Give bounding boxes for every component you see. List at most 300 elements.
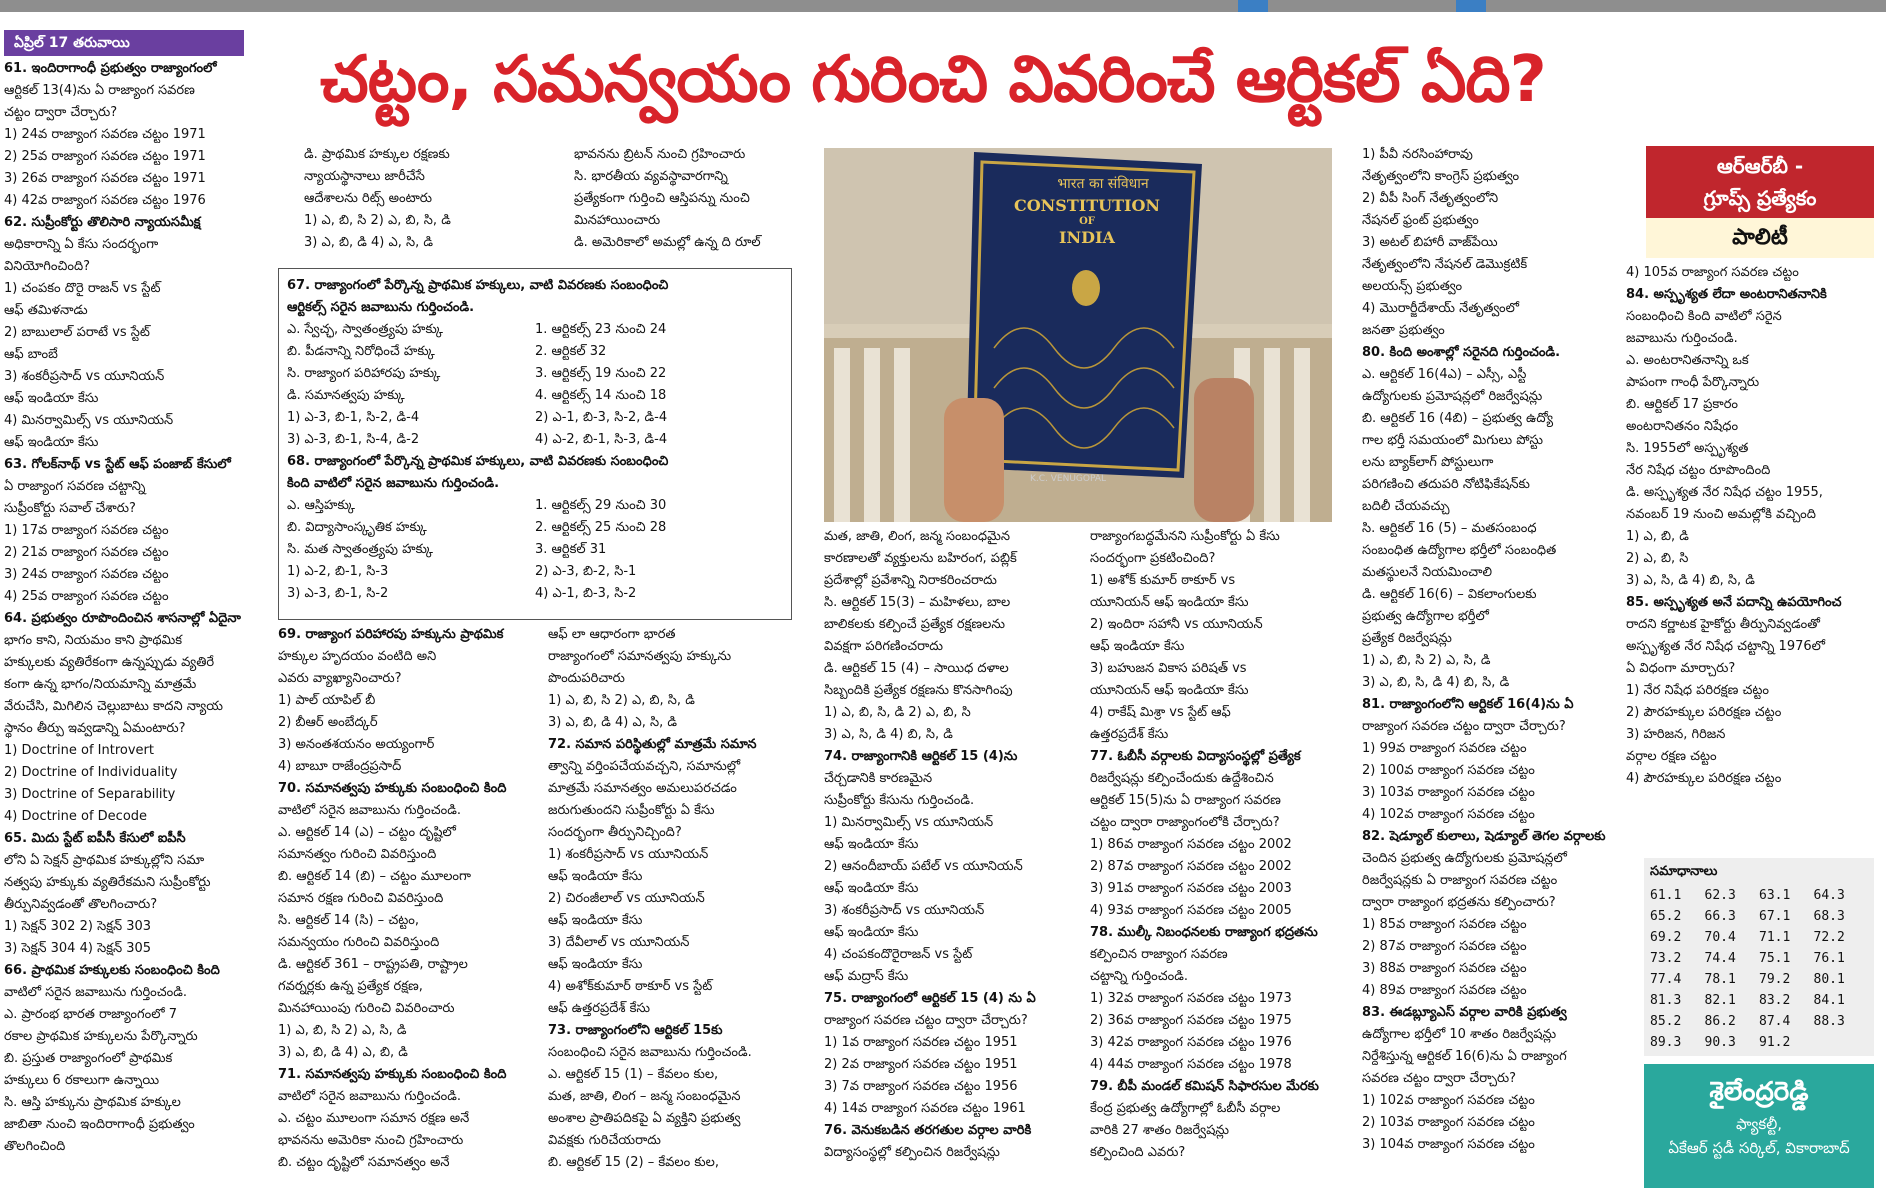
column-2 xyxy=(278,624,544,1188)
question-68-cont: కింది వాటిలో సరైన జవాబును గుర్తించండి. xyxy=(287,476,500,491)
answer-item: 91.2 xyxy=(1759,1035,1791,1050)
answer-item: 80.1 xyxy=(1813,972,1845,987)
text-line: అంశాల ప్రాతిపదికపై ఏ వ్యక్తిని ప్రభుత్వ xyxy=(548,1111,741,1126)
series-banner-line1: ఆర్ఆర్‌బీ - xyxy=(1716,154,1804,178)
answer-item: 64.3 xyxy=(1813,888,1845,903)
text-line: నత్వపు హక్కుకు వ్యతిరేకమని సుప్రీంకోర్టు xyxy=(4,875,211,890)
answer-item: 82.1 xyxy=(1704,993,1736,1008)
text-line: 1) సెక్షన్ 302 2) సెక్షన్ 303 xyxy=(4,919,152,934)
text-line: జవాబును గుర్తించండి. xyxy=(1626,331,1738,346)
text-line: 1) ఎ, బి, సి 2) ఎ, బి, సి, డి xyxy=(548,693,695,708)
text-line: డి. ప్రాథమిక హక్కుల రక్షణకు xyxy=(304,147,450,162)
text-line: ఉత్తరప్రదేశ్ కేసు xyxy=(1090,727,1169,742)
text-line: బదిలీ చేయవచ్చు xyxy=(1362,499,1450,514)
text-line: డి. అస్పృశ్యత నేర నిషేధ చట్టం 1955, xyxy=(1626,485,1823,500)
answer-item: 61.1 xyxy=(1650,888,1682,903)
book-hindi-title: भारत का संविधान xyxy=(1057,176,1149,192)
subject-label: పాలిటీ xyxy=(1646,218,1874,258)
answer-item: 67.1 xyxy=(1759,909,1791,924)
text-line: 3) 24వ రాజ్యాంగ సవరణ చట్టం xyxy=(4,567,169,582)
answer-item: 90.3 xyxy=(1704,1035,1736,1050)
text-line: 4) 105వ రాజ్యాంగ సవరణ చట్టం xyxy=(1626,265,1799,280)
text-line: ఏ రాజ్యాంగ సవరణ చట్టాన్ని xyxy=(4,479,146,494)
text-line: ఆఫ్ ఇండియా కేసు xyxy=(548,913,643,928)
column-2-top xyxy=(304,144,570,260)
text-line: 4) 42వ రాజ్యాంగ సవరణ చట్టం 1976 xyxy=(4,193,206,208)
question-text: 64. ప్రభుత్వం రూపొందించిన శాసనాల్లో ఏదైనా xyxy=(4,611,241,626)
question-text: 79. బీపీ మండల్ కమిషన్ సిఫారసుల మేరకు xyxy=(1090,1079,1319,1094)
answer-item: 79.2 xyxy=(1759,972,1791,987)
answer-item: 69.2 xyxy=(1650,930,1682,945)
text-line: 2) వీపీ సింగ్ నేతృత్వంలోని xyxy=(1362,191,1499,206)
text-line: హక్కుల హృదయం వంటిది అని xyxy=(278,649,437,664)
text-line: డి. అమెరికాలో అమల్లో ఉన్న ది రూల్ xyxy=(574,235,761,250)
text-line: 3) ఎ, బి, డి 4) ఎ, సి, డి xyxy=(304,235,434,250)
answer-item: 74.4 xyxy=(1704,951,1736,966)
author-role: ఫ్యాకల్టీ, xyxy=(1736,1115,1782,1133)
text-line: ద్వారా రాజ్యాంగ భద్రతను కల్పించారు? xyxy=(1362,895,1556,910)
text-line: హక్కులకు వ్యతిరేకంగా ఉన్నప్పుడు వ్యతిరే xyxy=(4,655,215,670)
text-line: యూనియన్ ఆఫ్ ఇండియా కేసు xyxy=(1090,595,1249,610)
text-line: ఎ. ప్రారంభ భారత రాజ్యాంగంలో 7 xyxy=(4,1007,177,1022)
text-line: 3) సెక్షన్ 304 4) సెక్షన్ 305 xyxy=(4,941,152,956)
text-line: లను బ్యాక్‌లాగ్ పోస్టులుగా xyxy=(1362,455,1494,470)
question-text: 73. రాజ్యాంగంలోని ఆర్టికల్ 15కు xyxy=(548,1023,723,1038)
text-line: నేర నిషేధ చట్టం రూపొందింది xyxy=(1626,463,1771,478)
answer-item: 83.2 xyxy=(1759,993,1791,1008)
text-line: ఆదేశాలను రిట్స్ అంటారు xyxy=(304,191,432,206)
match-right: 3. ఆర్టికల్ 31 xyxy=(535,542,607,557)
text-line: 3) ఎ, సి, డి 4) బి, సి, డి xyxy=(1626,573,1755,588)
text-line: ప్రత్యేక రిజర్వేషన్లు xyxy=(1362,631,1452,646)
text-line: 2) బీఆర్ అంబేద్కర్ xyxy=(278,715,378,730)
match-left: బి. పీడనాన్ని నిరోధించే హక్కు xyxy=(287,344,435,359)
column-5 xyxy=(1090,526,1358,1188)
question-text: 71. సమానత్వపు హక్కుకు సంబంధించి కింది xyxy=(278,1067,507,1082)
match-row xyxy=(287,561,783,583)
text-line: వివక్షగా పరిగణించరాదు xyxy=(824,639,943,654)
text-line: మత, జాతి, లింగ, జన్మ సంబంధమైన xyxy=(824,529,1010,544)
text-line: సందర్భంగా తీర్పునిచ్చింది? xyxy=(548,825,682,840)
text-line: 4) బాబూ రాజేంద్రప్రసాద్ xyxy=(278,759,402,774)
question-text: 69. రాజ్యాంగ పరిహారపు హక్కును ప్రాథమిక xyxy=(278,627,504,642)
match-row xyxy=(287,319,783,341)
answer-item: 72.2 xyxy=(1813,930,1845,945)
text-line: ఆఫ్ తమిళనాడు xyxy=(4,303,88,318)
text-line: కేంద్ర ప్రభుత్వ ఉద్యోగాల్లో ఓబీసీ వర్గాల xyxy=(1090,1101,1281,1116)
text-line: ఎ. ఆర్టికల్ 14 (ఎ) – చట్టం దృష్టిలో xyxy=(278,825,456,840)
question-67-cont: ఆర్టికల్స్ సరైన జవాబును గుర్తించండి. xyxy=(287,300,475,315)
text-line: భాగం కాని, నియమం కాని ప్రాథమిక xyxy=(4,633,183,648)
text-line: 4) పౌరహక్కుల పరిరక్షణ చట్టం xyxy=(1626,771,1782,786)
match-left: 3) ఎ-3, బి-1, సి-2 xyxy=(287,586,389,601)
match-row xyxy=(287,495,783,517)
text-line: నేతృత్వంలోని కాంగ్రెస్ ప్రభుత్వం xyxy=(1362,169,1520,184)
text-line: మినహాయించారు xyxy=(574,213,661,228)
text-line: 2) 100వ రాజ్యాంగ సవరణ చట్టం xyxy=(1362,763,1535,778)
text-line: 3) 42వ రాజ్యాంగ సవరణ చట్టం 1976 xyxy=(1090,1035,1292,1050)
text-line: సి. ఆర్టికల్ 14 (సి) – చట్టం, xyxy=(278,913,419,928)
text-line: మతస్థులనే నియమించాలి xyxy=(1362,565,1493,580)
text-line: 3) 104వ రాజ్యాంగ సవరణ చట్టం xyxy=(1362,1137,1535,1152)
author-org: ఏకేఆర్ స్టడీ సర్కిల్, వికారాబాద్ xyxy=(1668,1139,1850,1157)
text-line: 2) 21వ రాజ్యాంగ సవరణ చట్టం xyxy=(4,545,169,560)
match-right: 4. ఆర్టికల్స్ 14 నుంచి 18 xyxy=(535,388,667,403)
text-line: 3) అటల్ బిహారీ వాజ్‌పేయి xyxy=(1362,235,1498,250)
text-line: బి. ఆర్టికల్ 15 (2) – కేవలం కుల, xyxy=(548,1155,719,1170)
text-line: 1) ఎ, బి, సి 2) ఎ, సి, డి xyxy=(278,1023,407,1038)
match-row xyxy=(287,583,783,605)
text-line: ఆఫ్ ఇండియా కేసు xyxy=(1090,639,1185,654)
text-line: డి. ఆర్టికల్ 16(6) – వికలాంగులకు xyxy=(1362,587,1537,602)
text-line: చెందిన ప్రభుత్వ ఉద్యోగులకు ప్రమోషన్లలో xyxy=(1362,851,1567,866)
text-line: ఎ. అంటరానితనాన్ని ఒక xyxy=(1626,353,1749,368)
question-68: 68. రాజ్యాంగంలో పేర్కొన్న ప్రాథమిక హక్కులు, వాటి వివరణకు సంబంధించి xyxy=(287,454,669,469)
text-line: 4) రాకేష్ మిశ్రా vs స్టేట్ ఆఫ్ xyxy=(1090,705,1231,720)
text-line: బి. ఆర్టికల్ 17 ప్రకారం xyxy=(1626,397,1738,412)
text-line: సమాన రక్షణ గురించి వివరిస్తుంది xyxy=(278,891,444,906)
series-banner xyxy=(1646,146,1874,218)
text-line: 4) అశోక్‌కుమార్ ఠాకూర్ vs స్టేట్ xyxy=(548,979,713,994)
text-line: సి. ఆస్తి హక్కును ప్రాథమిక హక్కుల xyxy=(4,1095,181,1110)
text-line: 2) పౌరహక్కుల పరిరక్షణ చట్టం xyxy=(1626,705,1782,720)
answer-item: 73.2 xyxy=(1650,951,1682,966)
answer-item: 63.1 xyxy=(1759,888,1791,903)
match-right: 4) ఎ-2, బి-1, సి-3, డి-4 xyxy=(535,432,668,447)
text-line: 2) 103వ రాజ్యాంగ సవరణ చట్టం xyxy=(1362,1115,1535,1130)
text-line: 1) ఎ, బి, సి 2) ఎ, బి, సి, డి xyxy=(304,213,451,228)
text-line: వాటిలో సరైన జవాబును గుర్తించండి. xyxy=(278,803,461,818)
text-line: ప్రదేశాల్లో ప్రవేశాన్ని నిరాకరించరాదు xyxy=(824,573,997,588)
text-line: సి. 1955లో అస్పృశ్యత xyxy=(1626,441,1749,456)
text-line: 4) 93వ రాజ్యాంగ సవరణ చట్టం 2005 xyxy=(1090,903,1292,918)
text-line: బి. ఆర్టికల్ 14 (బి) – చట్టం మూలంగా xyxy=(278,869,471,884)
question-text: 82. షెడ్యూల్ కులాలు, షెడ్యూల్ తెగల వర్గాలకు xyxy=(1362,829,1606,844)
text-line: ఆర్టికల్ 15(5)ను ఏ రాజ్యాంగ సవరణ xyxy=(1090,793,1281,808)
text-line: వారికి 27 శాతం రిజర్వేషన్లు xyxy=(1090,1123,1229,1138)
question-text: 65. మిదు స్టేట్ ఐపీసీ కేసులో ఐపీసీ xyxy=(4,831,186,846)
text-line: 4) మొరార్జీదేశాయ్ నేతృత్వంలో xyxy=(1362,301,1519,316)
text-line: 2) ఎ, బి, సి xyxy=(1626,551,1689,566)
text-line: పరిగణించి తదుపరి నోటిఫికేషన్‌కు xyxy=(1362,477,1530,492)
question-text: 85. అస్పృశ్యత అనే పదాన్ని ఉపయోగించ xyxy=(1626,595,1842,610)
question-text: 63. గోలక్‌నాథ్ vs స్టేట్ ఆఫ్ పంజాబ్ కేసులో xyxy=(4,457,231,472)
match-left: డి. సమానత్వపు హక్కు xyxy=(287,388,405,403)
text-line: 3) Doctrine of Separability xyxy=(4,787,176,802)
top-rule-bar xyxy=(0,0,1886,12)
text-line: చట్టం ద్వారా రాజ్యాంగంలోకి చేర్చారు? xyxy=(1090,815,1280,830)
match-left: సి. మత స్వాతంత్ర్యపు హక్కు xyxy=(287,542,433,557)
answer-item: 77.4 xyxy=(1650,972,1682,987)
question-text: 66. ప్రాథమిక హక్కులకు సంబంధించి కింది xyxy=(4,963,220,978)
text-line: కారణాలతో వ్యక్తులను బహిరంగ, పబ్లిక్ xyxy=(824,551,1017,566)
text-line: వాటిలో సరైన జవాబును గుర్తించండి. xyxy=(278,1089,461,1104)
text-line: 2) 87వ రాజ్యాంగ సవరణ చట్టం xyxy=(1362,939,1527,954)
top-rule-accent xyxy=(1456,0,1486,12)
text-line: 1) 102వ రాజ్యాంగ సవరణ చట్టం xyxy=(1362,1093,1535,1108)
text-line: వర్గాల రక్షణ చట్టం xyxy=(1626,749,1717,764)
answers-title: సమాధానాలు xyxy=(1650,864,1718,879)
text-line: ఉద్యోగాల భర్తీలో 10 శాతం రిజర్వేషన్లు xyxy=(1362,1027,1557,1042)
text-line: 3) శంకరీప్రసాద్ vs యూనియన్ xyxy=(4,369,165,384)
text-line: మాత్రమే సమానత్వం అమలుపరచడం xyxy=(548,781,737,796)
text-line: 1) నేర నిషేధ పరిరక్షణ చట్టం xyxy=(1626,683,1769,698)
text-line: 3) 7వ రాజ్యాంగ సవరణ చట్టం 1956 xyxy=(824,1079,1018,1094)
text-line: 3) 88వ రాజ్యాంగ సవరణ చట్టం xyxy=(1362,961,1527,976)
column-3 xyxy=(548,624,818,1188)
text-line: జాబితా నుంచి ఇందిరాగాంధీ ప్రభుత్వం xyxy=(4,1117,195,1132)
text-line: 3) బహుజన వికాస పరిషత్ vs xyxy=(1090,661,1247,676)
text-line: 4) 89వ రాజ్యాంగ సవరణ చట్టం xyxy=(1362,983,1527,998)
text-line: సి. భారతీయ వ్యవస్థావారగాన్ని xyxy=(574,169,728,184)
text-line: యూనియన్ ఆఫ్ ఇండియా కేసు xyxy=(1090,683,1249,698)
text-line: ఆఫ్ మద్రాస్ కేసు xyxy=(824,969,909,984)
text-line: ఎవరు వ్యాఖ్యానించారు? xyxy=(278,671,402,686)
question-text: 75. రాజ్యాంగంలో ఆర్టికల్ 15 (4) ను ఏ xyxy=(824,991,1036,1006)
text-line: సి. ఆర్టికల్ 16 (5) – మతసంబంధ xyxy=(1362,521,1537,536)
question-text: 74. రాజ్యాంగానికి ఆర్టికల్ 15 (4)ను xyxy=(824,749,1018,764)
text-line: 3) శంకరీప్రసాద్ vs యూనియన్ xyxy=(824,903,985,918)
answers-box xyxy=(1644,858,1874,1056)
text-line: తొలగించింది xyxy=(4,1139,66,1154)
question-text: 72. సమాన పరిస్థితుల్లో మాత్రమే సమాన xyxy=(548,737,757,752)
answer-item: 87.4 xyxy=(1759,1014,1791,1029)
text-line: గవర్నర్లకు ఉన్న ప్రత్యేక రక్షణ, xyxy=(278,979,423,994)
text-line: 1) అశోక్‌ కుమార్ ఠాకూర్ vs xyxy=(1090,573,1236,588)
text-line: ఆఫ్ ఇండియా కేసు xyxy=(4,435,99,450)
text-line: ఆఫ్ ఉత్తరప్రదేశ్ కేసు xyxy=(548,1001,651,1016)
text-line: 3) ఎ, బి, డి 4) ఎ, బి, డి xyxy=(278,1045,408,1060)
text-line: 2) ఇందిరా సహానీ vs యూనియన్ xyxy=(1090,617,1263,632)
answer-item: 75.1 xyxy=(1759,951,1791,966)
text-line: 1) 99వ రాజ్యాంగ సవరణ చట్టం xyxy=(1362,741,1527,756)
match-row xyxy=(287,363,783,385)
text-line: సుప్రీంకోర్టు సవాల్ చేశారు? xyxy=(4,501,136,516)
text-line: సుప్రీంకోర్టు కేసును గుర్తించండి. xyxy=(824,793,975,808)
book-title-line1: CONSTITUTION xyxy=(1013,196,1161,215)
top-rule-accent xyxy=(1238,0,1268,12)
text-line: బి. ప్రస్తుత రాజ్యాంగంలో ప్రాథమిక xyxy=(4,1051,173,1066)
series-banner-line2: గ్రూప్స్ ప్రత్యేకం xyxy=(1703,186,1817,210)
text-line: అస్పృశ్యత నేర నిషేధ చట్టాన్ని 1976లో xyxy=(1626,639,1826,654)
answer-item: 70.4 xyxy=(1704,930,1736,945)
text-line: నేతృత్వంలోని నేషనల్ డెమొక్రటిక్ xyxy=(1362,257,1528,272)
text-line: డి. ఆర్టికల్ 15 (4) – సాయిధ దళాల xyxy=(824,661,1009,676)
answer-item: 62.3 xyxy=(1704,888,1736,903)
text-line: ఆర్టికల్ 13(4)ను ఏ రాజ్యాంగ సవరణ xyxy=(4,83,195,98)
text-line: సి. ఆర్టికల్ 15(3) – మహిళలు, బాల xyxy=(824,595,1011,610)
text-line: డి. ఆర్టికల్ 361 – రాష్ట్రపతి, రాష్ట్రాల xyxy=(278,957,468,972)
text-line: నేషనల్ ఫ్రంట్ ప్రభుత్వం xyxy=(1362,213,1479,228)
text-line: 1) 86వ రాజ్యాంగ సవరణ చట్టం 2002 xyxy=(1090,837,1292,852)
text-line: 1) 24వ రాజ్యాంగ సవరణ చట్టం 1971 xyxy=(4,127,206,142)
match-right: 2. ఆర్టికల్స్ 25 నుంచి 28 xyxy=(535,520,667,535)
text-line: కల్పించిన రాజ్యాంగ సవరణ xyxy=(1090,947,1228,962)
match-left: 3) ఎ-3, బి-1, సి-4, డి-2 xyxy=(287,432,420,447)
answer-item: 85.2 xyxy=(1650,1014,1682,1029)
continuation-tag: ఏప్రిల్ 17 తరువాయి xyxy=(4,30,244,56)
question-text: 62. సుప్రీంకోర్టు తొలిసారి న్యాయసమీక్ష xyxy=(4,215,201,230)
text-line: రాజ్యాంగ సవరణ చట్టం ద్వారా చేర్చారు? xyxy=(824,1013,1028,1028)
text-line: న్యాయస్థానాలు జారీచేసే xyxy=(304,169,425,184)
text-line: కల్పించింది ఎవరు? xyxy=(1090,1145,1186,1160)
constitution-photo xyxy=(824,148,1332,522)
answer-item: 66.3 xyxy=(1704,909,1736,924)
text-line: 1) ఎ, బి, సి, డి 2) ఎ, బి, సి xyxy=(824,705,971,720)
text-line: సవరణ చట్టం ద్వారా చేర్చారు? xyxy=(1362,1071,1517,1086)
text-line: నవంబర్ 19 నుంచి అమల్లోకి వచ్చింది xyxy=(1626,507,1816,522)
book-signature: K.C. VENUGOPAL xyxy=(1030,474,1107,484)
question-text: 76. వెనుకబడిన తరగతుల వర్గాల వారికి xyxy=(824,1123,1032,1138)
text-line: 4) 25వ రాజ్యాంగ సవరణ చట్టం xyxy=(4,589,169,604)
text-line: రాజ్యాంగంలో సమానత్వపు హక్కును xyxy=(548,649,732,664)
match-right: 2) ఎ-1, బి-3, సి-2, డి-4 xyxy=(535,410,668,425)
text-line: ఆఫ్ లా ఆధారంగా భారత xyxy=(548,627,676,642)
text-line: బాలికలకు కల్పించే ప్రత్యేక రక్షణలను xyxy=(824,617,1006,632)
text-line: భావనను అమెరికా నుంచి గ్రహించారు xyxy=(278,1133,464,1148)
text-line: ఎ. చట్టం మూలంగా సమాన రక్షణ అనే xyxy=(278,1111,470,1126)
column-6 xyxy=(1362,144,1638,1188)
text-line: ప్రభుత్వ ఉద్యోగాల భర్తీలో xyxy=(1362,609,1489,624)
text-line: 3) ఎ, సి, డి 4) బి, సి, డి xyxy=(824,727,953,742)
text-line: త్వాన్ని వర్తింపచేయవచ్చని, సమానుల్లో xyxy=(548,759,741,774)
text-line: 2) 2వ రాజ్యాంగ సవరణ చట్టం 1951 xyxy=(824,1057,1018,1072)
text-line: 2) Doctrine of Individuality xyxy=(4,765,178,780)
match-row xyxy=(287,407,783,429)
text-line: సిబ్బందికి ప్రత్యేక రక్షణను కొనసాగింపు xyxy=(824,683,1013,698)
text-line: తీర్పునివ్వడంతో తొలగించారు? xyxy=(4,897,158,912)
text-line: ఏ విధంగా మార్చారు? xyxy=(1626,661,1736,676)
text-line: ఆఫ్ ఇండియా కేసు xyxy=(824,881,919,896)
text-line: 4) 44వ రాజ్యాంగ సవరణ చట్టం 1978 xyxy=(1090,1057,1292,1072)
column-4 xyxy=(824,526,1092,1188)
text-line: హక్కులు 6 రకాలుగా ఉన్నాయి xyxy=(4,1073,160,1088)
text-line: 2) బాబులాల్ పరాటే vs స్టేట్ xyxy=(4,325,150,340)
text-line: అలయన్స్ ప్రభుత్వం xyxy=(1362,279,1463,294)
answer-item: 88.3 xyxy=(1813,1014,1845,1029)
question-text: 80. కింది అంశాల్లో సరైనది గుర్తించండి. xyxy=(1362,345,1561,360)
text-line: 4) 14వ రాజ్యాంగ సవరణ చట్టం 1961 xyxy=(824,1101,1026,1116)
text-line: 2) ఆనందీబాయ్ పటేల్ vs యూనియన్ xyxy=(824,859,1023,874)
question-67: 67. రాజ్యాంగంలో పేర్కొన్న ప్రాథమిక హక్కులు, వాటి వివరణకు సంబంధించి xyxy=(287,278,669,293)
answer-item: 84.1 xyxy=(1813,993,1845,1008)
text-line: 4) చంపకందొరైరాజన్ vs స్టేట్ xyxy=(824,947,973,962)
answers-grid xyxy=(1650,888,1868,1050)
text-line: 2) 87వ రాజ్యాంగ సవరణ చట్టం 2002 xyxy=(1090,859,1292,874)
answer-item: 68.3 xyxy=(1813,909,1845,924)
text-line: సమన్వయం గురించి వివరిస్తుంది xyxy=(278,935,440,950)
text-line: బి. ఆర్టికల్ 16 (4బి) – ప్రభుత్వ ఉద్యో xyxy=(1362,411,1554,426)
text-line: స్థానం తీర్పు ఇవ్వడాన్ని ఏమంటారు? xyxy=(4,721,186,736)
text-line: వాటిలో సరైన జవాబును గుర్తించండి. xyxy=(4,985,187,1000)
page-headline: చట్టం, సమన్వయం గురించి వివరించే ఆర్టికల్ ఏది? xyxy=(320,43,1546,117)
text-line: 3) 103వ రాజ్యాంగ సవరణ చట్టం xyxy=(1362,785,1535,800)
answer-item: 78.1 xyxy=(1704,972,1736,987)
text-line: విద్యాసంస్థల్లో కల్పించిన రిజర్వేషన్లు xyxy=(824,1145,1000,1160)
text-line: 1) Doctrine of Introvert xyxy=(4,743,154,758)
match-right: 1. ఆర్టికల్స్ 29 నుంచి 30 xyxy=(535,498,667,513)
question-text: 81. రాజ్యాంగంలోని ఆర్టికల్ 16(4)ను ఏ xyxy=(1362,697,1574,712)
text-line: జరుగుతుందని సుప్రీంకోర్టు ఏ కేసు xyxy=(548,803,715,818)
text-line: అంటరానితనం నిషేధం xyxy=(1626,419,1739,434)
text-line: 4) 102వ రాజ్యాంగ సవరణ చట్టం xyxy=(1362,807,1535,822)
text-line: ఆఫ్ ఇండియా కేసు xyxy=(4,391,99,406)
answer-item: 76.1 xyxy=(1813,951,1845,966)
answer-item: 86.2 xyxy=(1704,1014,1736,1029)
question-text: 78. ముల్కీ నిబంధనలకు రాజ్యాంగ భద్రతను xyxy=(1090,925,1318,940)
author-box xyxy=(1644,1064,1874,1188)
text-line: ఆఫ్ ఇండియా కేసు xyxy=(824,925,919,940)
text-line: 1) మినర్వామిల్స్ vs యూనియన్ xyxy=(824,815,994,830)
text-line: రాజ్యాంగ సవరణ చట్టం ద్వారా చేర్చారు? xyxy=(1362,719,1566,734)
match-right: 3. ఆర్టికల్స్ 19 నుంచి 22 xyxy=(535,366,667,381)
answer-item: 89.3 xyxy=(1650,1035,1682,1050)
match-row xyxy=(287,385,783,407)
text-line: అధికారాన్ని ఏ కేసు సందర్భంగా xyxy=(4,237,159,252)
text-line: రిజర్వేషన్లకు ఏ రాజ్యాంగ సవరణ చట్టం xyxy=(1362,873,1558,888)
text-line: రాజ్యాంగబద్ధమేనని సుప్రీంకోర్టు ఏ కేసు xyxy=(1090,529,1280,544)
answer-item: 81.3 xyxy=(1650,993,1682,1008)
book-title-line3: INDIA xyxy=(1059,228,1115,247)
column-1 xyxy=(4,58,266,1188)
text-line: 1) ఎ, బి, డి xyxy=(1626,529,1689,544)
text-line: చట్టాన్ని గుర్తించండి. xyxy=(1090,969,1188,984)
text-line: 1) 17వ రాజ్యాంగ సవరణ చట్టం xyxy=(4,523,169,538)
match-right: 2) ఎ-3, బి-2, సి-1 xyxy=(535,564,637,579)
text-line: కంగా ఉన్న భాగం/నియమాన్ని మాత్రమే xyxy=(4,677,197,692)
text-line: 3) 26వ రాజ్యాంగ సవరణ చట్టం 1971 xyxy=(4,171,206,186)
match-left: సి. రాజ్యాంగ పరిహారపు హక్కు xyxy=(287,366,441,381)
text-line: చేర్చడానికి కారణమైన xyxy=(824,771,933,786)
text-line: రిజర్వేషన్లు కల్పించేందుకు ఉద్దేశించిన xyxy=(1090,771,1274,786)
text-line: చట్టం ద్వారా చేర్చారు? xyxy=(4,105,118,120)
match-row xyxy=(287,341,783,363)
text-line: 2) 36వ రాజ్యాంగ సవరణ చట్టం 1975 xyxy=(1090,1013,1292,1028)
text-line: వేరుచేసి, మిగిలిన చెల్లుబాటు కాదని న్యాయ xyxy=(4,699,223,714)
answer-item: 65.2 xyxy=(1650,909,1682,924)
column-7 xyxy=(1626,262,1880,854)
text-line: ప్రత్యేకంగా గుర్తించి ఆస్తిపన్ను నుంచి xyxy=(574,191,750,206)
answer-item: 71.1 xyxy=(1759,930,1791,945)
text-line: 3) ఎ, బి, సి, డి 4) బి, సి, డి xyxy=(1362,675,1510,690)
match-right: 2. ఆర్టికల్ 32 xyxy=(535,344,607,359)
match-left: బి. విద్యాసాంస్కృతిక హక్కు xyxy=(287,520,427,535)
text-line: 4) మినర్వామిల్స్ vs యూనియన్ xyxy=(4,413,174,428)
question-text: 70. సమానత్వపు హక్కుకు సంబంధించి కింది xyxy=(278,781,507,796)
text-line: 2) 25వ రాజ్యాంగ సవరణ చట్టం 1971 xyxy=(4,149,206,164)
match-row xyxy=(287,517,783,539)
text-line: లోని ఏ సెక్షన్ ప్రాథమిక హక్కుల్లోని సమా xyxy=(4,853,205,868)
text-line: సంబంధిత ఉద్యోగాల భర్తీలో సంబంధిత xyxy=(1362,543,1557,558)
text-line: 1) 1వ రాజ్యాంగ సవరణ చట్టం 1951 xyxy=(824,1035,1018,1050)
text-line: 1) శంకరీప్రసాద్ vs యూనియన్ xyxy=(548,847,709,862)
text-line: 1) ఎ, బి, సి 2) ఎ, సి, డి xyxy=(1362,653,1491,668)
text-line: రాదని కర్ణాటక హైకోర్టు తీర్పునివ్వడంతో xyxy=(1626,617,1820,632)
text-line: పొందుపరిచారు xyxy=(548,671,625,686)
text-line: సందర్భంగా ప్రకటించింది? xyxy=(1090,551,1216,566)
text-line: వినియోగించింది? xyxy=(4,259,91,274)
author-name: శైలేంద్రరెడ్డి xyxy=(1709,1077,1809,1107)
book-title-line2: OF xyxy=(1079,216,1095,227)
match-row xyxy=(287,539,783,561)
text-line: రకాల ప్రాథమిక హక్కులను పేర్కొన్నారు xyxy=(4,1029,198,1044)
text-line: 1) 85వ రాజ్యాంగ సవరణ చట్టం xyxy=(1362,917,1527,932)
text-line: 1) పీవీ నరసింహారావు xyxy=(1362,147,1473,162)
text-line: గాల భర్తీ సమయంలో మిగులు పోస్టు xyxy=(1362,433,1544,448)
text-line: ఆఫ్ ఇండియా కేసు xyxy=(548,869,643,884)
text-line: మినహాయింపు గురించి వివరించారు xyxy=(278,1001,455,1016)
text-line: సంబంధించి సరైన జవాబును గుర్తించండి. xyxy=(548,1045,752,1060)
